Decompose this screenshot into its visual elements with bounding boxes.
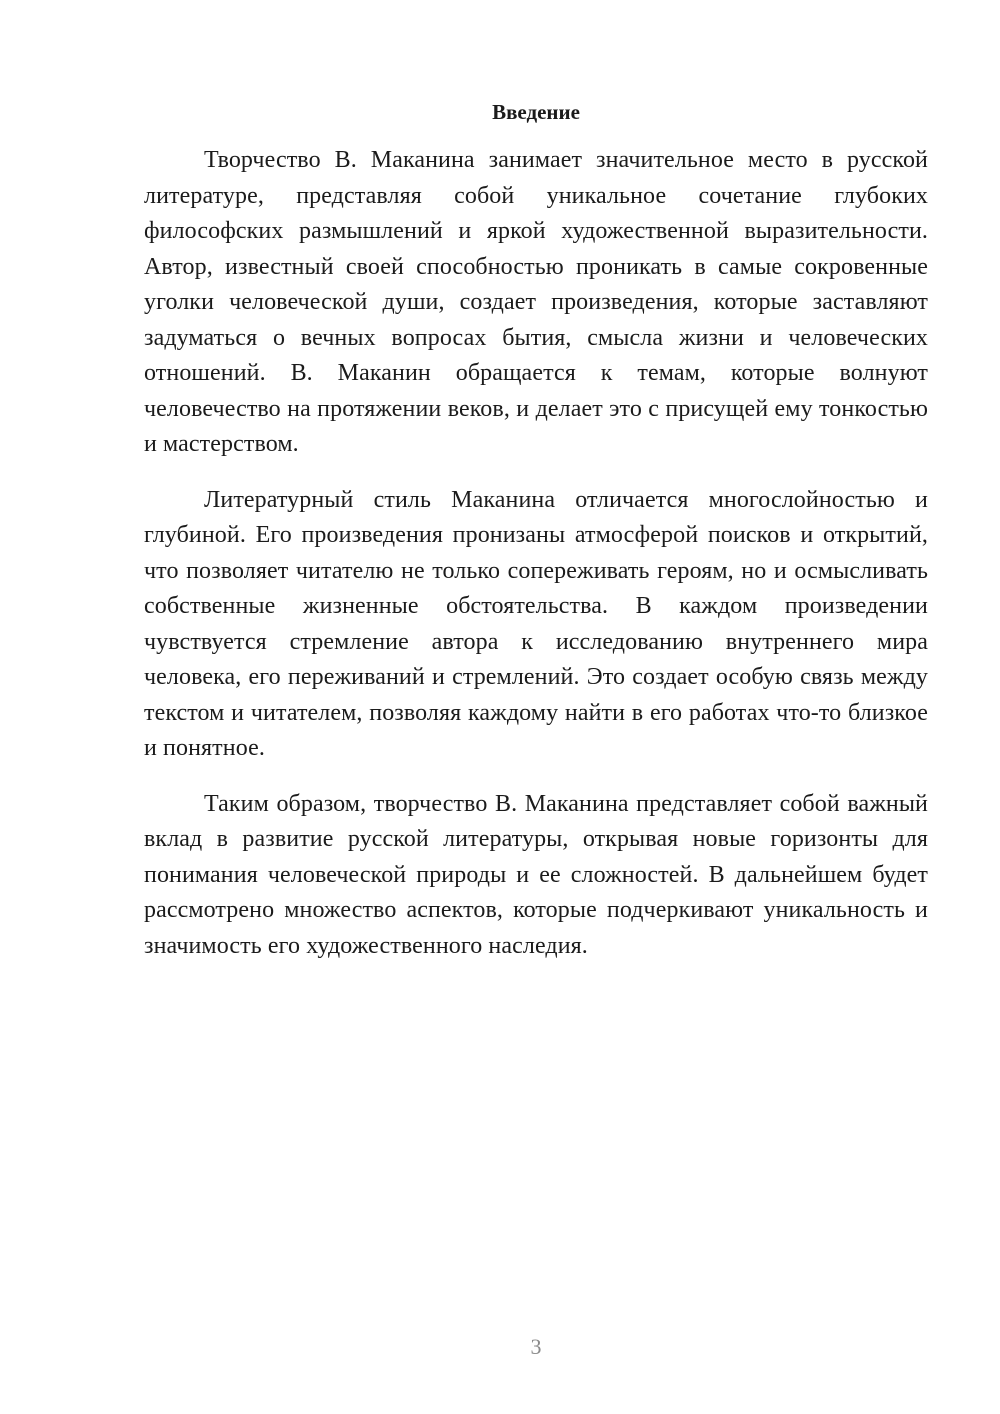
paragraph-3: Таким образом, творчество В. Маканина представляет собой важный вклад в развитие русской литературы, открывая новые горизонты для понимания человеческой природы и ее сложностей. В дальнейшем будет рассмотрено множество аспектов, которые подчеркивают уникальность и значимость его художественного наследия. [144, 790, 928, 959]
page-number: 3 [530, 1334, 542, 1359]
body-text [144, 143, 928, 984]
section-heading: Введение [492, 100, 580, 124]
paragraph-2: Литературный стиль Маканина отличается многослойностью и глубиной. Его произведения пронизаны атмосферой поисков и открытий, что позволяет читателю не только сопереживать героям, но и осмысливать собственные жизненные обстоятельства. В каждом произведении чувствуется стремление автора к исследованию внутреннего мира человека, его переживаний и стремлений. Это создает особую связь между текстом и читателем, позволяя каждому найти в его работах что-то близкое и понятное. [144, 486, 928, 761]
paragraph-1: Творчество В. Маканина занимает значительное место в русской литературе, представляя собой уникальное сочетание глубоких философских размышлений и яркой художественной выразительности. Автор, известный своей способностью проникать в самые сокровенные уголки человеческой души, создает произведения, которые заставляют задуматься о вечных вопросах бытия, смысла жизни и человеческих отношений. В. Маканин обращается к темам, которые волнуют человечество на протяжении веков, и делает это с присущей ему тонкостью и мастерством. [144, 147, 928, 457]
